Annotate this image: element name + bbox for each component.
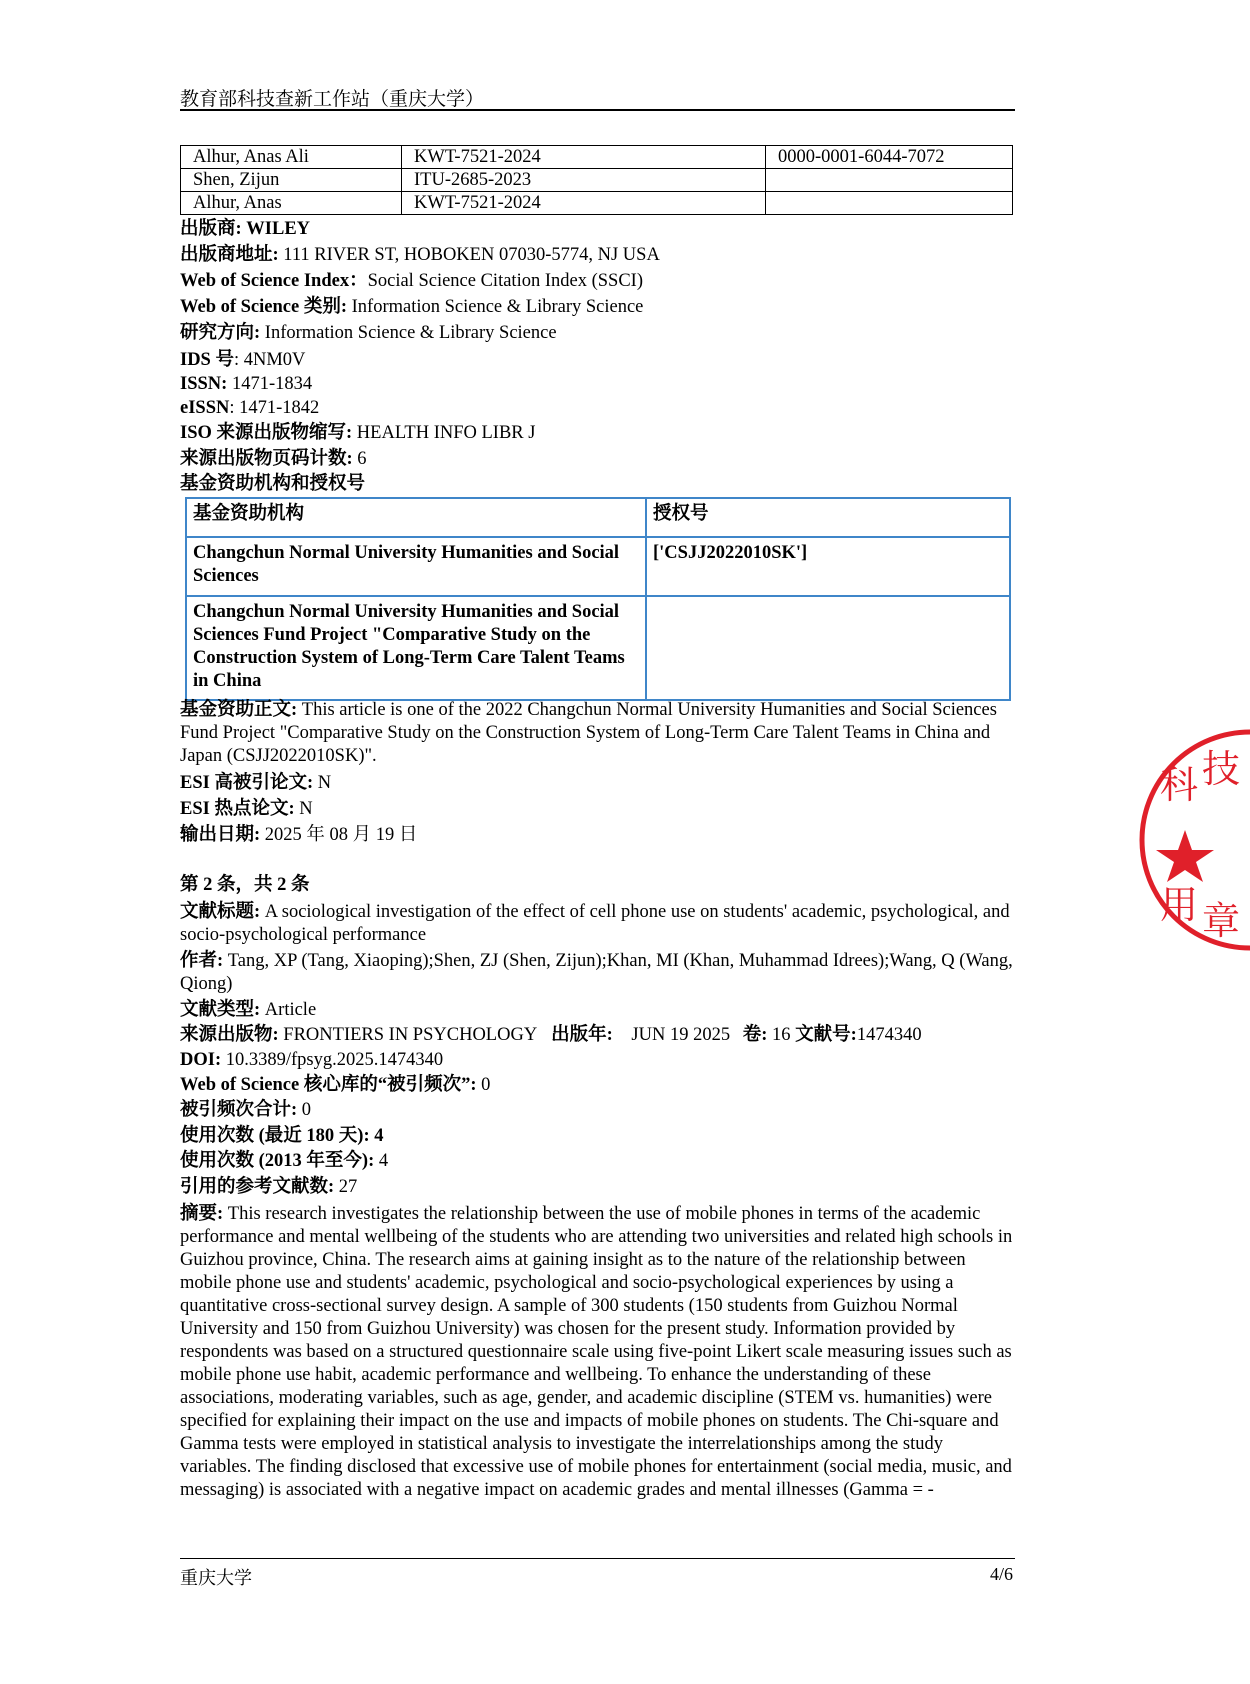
grant-number-cell — [646, 596, 1010, 700]
abstract-value: This research investigates the relationship between the use of mobile phones in terms of the academic performance and mental wellbeing of the students who are attending two universities and related high schools in Guizhou province, China. The research aims at gaining insight as to the nature of the relationship between mobile phone use and students' academic, psychological and socio-psychological experiences by using a quantitative cross-sectional survey design. A sample of 300 students (150 students from Guizhou Normal University and 150 from Guizhou University) was chosen for the present study. Information provided by respondents was based on a structured questionnaire scale using five-point Likert scale measuring issues such as mobile phone use habit, academic performance and wellbeing. To enhance the understanding of these associations, moderating variables, such as age, gender, and academic discipline (STEM vs. humanities) were specified for explaining their impact on the use and impacts of mobile phones on students. The Chi-square and Gamma tests were employed in statistical analysis to investigate the interrelationships among the study variables. The finding disclosed that excessive use of mobile phones for entertainment (social media, music, and messaging) is associated with a negative impact on academic grades and mental illnesses (Gamma = - — [180, 1204, 1013, 1500]
iso-abbrev-value: HEALTH INFO LIBR J — [356, 423, 536, 443]
table-row — [181, 192, 1013, 215]
research-area-value: Information Science & Library Science — [264, 323, 557, 343]
article-title-value: A sociological investigation of the effect of cell phone use on students' academic, psychological, and socio-psychological performance — [180, 902, 1010, 945]
table-row — [186, 537, 1010, 596]
seal-char: 章 — [1202, 899, 1241, 943]
table-row — [181, 146, 1013, 169]
seal-star-icon — [1156, 830, 1214, 882]
usage-180-value: 4 — [374, 1126, 384, 1146]
researcher-id-cell: KWT-7521-2024 — [402, 146, 766, 169]
doc-type-field — [180, 998, 316, 1023]
author-name-cell: Alhur, Anas Ali — [181, 146, 402, 169]
field-label: ESI 热点论文: — [180, 799, 300, 819]
research-area-field — [180, 321, 557, 346]
field-label: 卷: — [742, 1025, 773, 1045]
grant-number-cell: ['CSJJ2022010SK'] — [646, 537, 1010, 596]
field-label: DOI: — [180, 1050, 226, 1070]
researcher-id-cell: KWT-7521-2024 — [402, 192, 766, 215]
wos-core-cites-value: 0 — [481, 1075, 491, 1095]
funding-table — [185, 497, 1011, 701]
esi-hot-paper-field — [180, 797, 313, 822]
researcher-id-cell: ITU-2685-2023 — [402, 169, 766, 192]
field-label: 摘要: — [180, 1204, 228, 1224]
page-count-value: 6 — [357, 449, 367, 469]
article-number-value: 1474340 — [856, 1025, 922, 1045]
field-label: 出版商地址: — [180, 245, 284, 265]
field-label: 引用的参考文献数: — [180, 1177, 339, 1197]
usage-since-2013-value: 4 — [378, 1151, 389, 1171]
seal-char: 用 — [1160, 883, 1199, 927]
grant-number-header: 授权号 — [646, 498, 1010, 537]
total-cites-value: 0 — [301, 1100, 312, 1120]
authors-field — [180, 950, 1015, 996]
doi-value: 10.3389/fpsyg.2025.1474340 — [225, 1050, 444, 1070]
eissn-field — [180, 396, 319, 421]
output-date-value: 2025 年 08 月 19 日 — [264, 825, 418, 845]
usage-180-field — [180, 1124, 383, 1149]
field-label: 使用次数 (2013 年至今): — [180, 1151, 379, 1171]
field-label: 出版年: — [551, 1025, 618, 1045]
publisher-value: WILEY — [246, 219, 311, 239]
field-label: ISSN: — [180, 374, 232, 394]
field-label: 出版商: — [180, 219, 247, 239]
field-label: 基金资助正文: — [180, 700, 302, 720]
author-name-cell: Shen, Zijun — [181, 169, 402, 192]
doi-field — [180, 1048, 443, 1073]
field-label: ISO 来源出版物缩写: — [180, 423, 357, 443]
record-heading — [180, 873, 310, 898]
field-label: 被引频次合计: — [180, 1100, 302, 1120]
source-value: FRONTIERS IN PSYCHOLOGY — [283, 1025, 537, 1045]
output-date-field — [180, 823, 417, 848]
source-field — [180, 1023, 922, 1048]
wos-category-value: Information Science & Library Science — [351, 297, 644, 317]
seal-char: 技 — [1202, 747, 1241, 791]
wos-core-cites-field — [180, 1073, 490, 1098]
issn-field — [180, 372, 312, 397]
wos-category-field — [180, 295, 643, 320]
table-row — [186, 596, 1010, 700]
field-label: 来源出版物页码计数: — [180, 449, 358, 469]
doc-type-value: Article — [264, 1000, 317, 1020]
pub-year-value: JUN 19 2025 — [631, 1025, 731, 1045]
field-label: 文献标题: — [180, 902, 265, 922]
footer-divider — [180, 1558, 1015, 1559]
wos-index-field — [180, 269, 643, 294]
official-seal-stamp — [1130, 720, 1250, 960]
title-field — [180, 901, 1015, 947]
funding-text-field — [180, 699, 1015, 768]
abstract-field — [180, 1203, 1015, 1502]
ids-field — [180, 348, 305, 373]
footer-institution: 重庆大学 — [180, 1568, 252, 1588]
esi-hot-paper-value: N — [299, 799, 313, 819]
usage-since-2013-field — [180, 1149, 388, 1174]
esi-highly-cited-value: N — [317, 773, 332, 793]
orcid-cell: 0000-0001-6044-7072 — [766, 146, 1013, 169]
page-number: 4/6 — [989, 1564, 1013, 1584]
publisher-address-field — [180, 243, 660, 268]
ids-value: : 4NM0V — [233, 350, 306, 370]
field-label: 基金资助机构和授权号 — [180, 474, 366, 494]
funding-heading — [180, 472, 365, 497]
orcid-cell — [766, 169, 1013, 192]
field-label: 输出日期: — [180, 825, 265, 845]
total-cites-field — [180, 1098, 311, 1123]
publisher-field — [180, 217, 310, 242]
field-label: eISSN — [180, 398, 230, 418]
field-label: Web of Science 类别: — [180, 297, 352, 317]
field-label: 作者: — [180, 951, 228, 971]
author-identifiers-table — [180, 145, 1013, 215]
issn-value: 1471-1834 — [231, 374, 313, 394]
eissn-value: : 1471-1842 — [229, 398, 320, 418]
field-label: ESI 高被引论文: — [180, 773, 318, 793]
funding-agency-header: 基金资助机构 — [186, 498, 646, 537]
volume-value: 16 — [772, 1025, 791, 1045]
table-row — [181, 169, 1013, 192]
field-label: Web of Science Index： — [180, 271, 368, 291]
wos-index-value: Social Science Citation Index (SSCI) — [367, 271, 643, 291]
record-counter: 第 2 条，共 2 条 — [180, 875, 310, 895]
page-count-field — [180, 447, 367, 472]
authors-value: Tang, XP (Tang, Xiaoping);Shen, ZJ (Shen, Zijun);Khan, MI (Khan, Muhammad Idrees);Wang, Q (Wang, Qiong) — [180, 951, 1013, 994]
field-label: IDS 号 — [180, 350, 234, 370]
author-name-cell: Alhur, Anas — [181, 192, 402, 215]
publisher-address-value: 111 RIVER ST, HOBOKEN 07030-5774, NJ USA — [283, 245, 660, 265]
references-count-field — [180, 1175, 357, 1200]
esi-highly-cited-field — [180, 771, 331, 796]
table-header-row — [186, 498, 1010, 537]
funding-agency-cell: Changchun Normal University Humanities and Social Sciences Fund Project "Comparative Study on the Construction System of Long-Term Care Talent Teams in China — [186, 596, 646, 700]
header-divider — [180, 109, 1015, 111]
seal-char: 科 — [1160, 763, 1199, 807]
field-label: 研究方向: — [180, 323, 265, 343]
field-label: 使用次数 (最近 180 天): — [180, 1126, 375, 1146]
references-count-value: 27 — [338, 1177, 358, 1197]
funding-agency-cell: Changchun Normal University Humanities and Social Sciences — [186, 537, 646, 596]
field-label: 文献号: — [795, 1025, 857, 1045]
page-header-title: 教育部科技查新工作站（重庆大学） — [180, 89, 485, 110]
funding-text-value: This article is one of the 2022 Changchun Normal University Humanities and Social Sciences Fund Project "Comparative Study on the Construction System of Long-Term Care Talent Teams in China and Japan (CSJJ2022010SK)". — [180, 700, 997, 766]
field-label: Web of Science 核心库的“被引频次”: — [180, 1075, 482, 1095]
iso-abbrev-field — [180, 421, 535, 446]
field-label: 文献类型: — [180, 1000, 265, 1020]
orcid-cell — [766, 192, 1013, 215]
field-label: 来源出版物: — [180, 1025, 284, 1045]
